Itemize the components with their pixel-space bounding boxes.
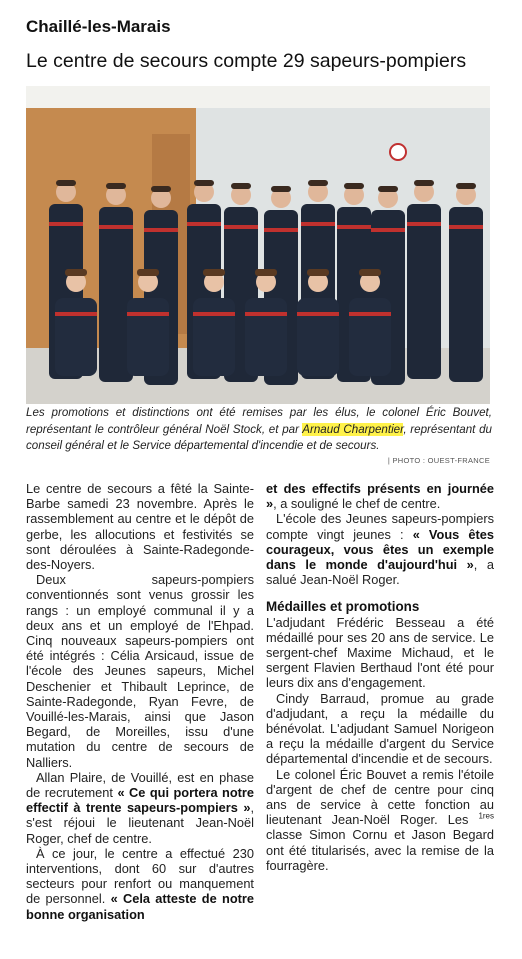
caption-text-start: Les promotions et distinctions ont été remises par les élus, le colonel Éric Bouvet, représentant le contrôleur général Noël Stock, et par [26, 406, 492, 436]
uniform-band [224, 225, 258, 229]
paragraph: Le centre de secours a fêté la Sainte-Barbe samedi 23 novembre. Après le rassemblement au centre et le dépôt de gerbe, les allocutions et festivités se sont déroulées à Sainte-Radegonde-des-Noyers. [26, 481, 254, 573]
paragraph [266, 511, 494, 587]
hair [344, 183, 364, 189]
ceiling [26, 86, 490, 108]
paragraph-text: Allan Plaire, de Vouillé, est en phase de recrutement [26, 769, 254, 801]
paragraph-text: , a salué Jean-Noël Roger. [266, 557, 494, 588]
hair [271, 186, 291, 192]
article-kicker: Chaillé-les-Marais [26, 17, 171, 36]
uniform-band [449, 225, 483, 229]
uniform-band [55, 312, 97, 316]
person-kneeling [55, 298, 97, 376]
photo-caption [26, 405, 492, 455]
hair [456, 183, 476, 189]
hair [65, 269, 87, 276]
paragraph-text: , s'est réjoui le lieutenant Jean-Noël Roger, chef de centre. [26, 800, 254, 846]
article-column-left [26, 481, 254, 922]
quote: « Ce qui portera notre effectif à trente sapeurs-pompiers » [26, 785, 255, 816]
paragraph-text: Le colonel Éric Bouvet a remis l'étoile d'argent de chef de centre pour cinq ans de service à cette fonction au lieutenant Jean-Noël Roger. Les [266, 766, 494, 828]
quote: « Cela atteste de notre bonne organisation [26, 891, 254, 922]
person-standing [449, 207, 483, 382]
caption-text-end: , représentant du conseil général et le Service départemental d'incendie et de secours. [26, 422, 493, 452]
uniform-band [349, 312, 391, 316]
uniform-band [144, 228, 178, 232]
paragraph-text: , a souligné le chef de centre. [273, 496, 441, 512]
uniform-band [193, 312, 235, 316]
hair [194, 180, 214, 186]
paragraph: Cindy Barraud, promue au grade d'adjudant, a reçu la médaille du bénévolat. L'adjudant Samuel Norigeon a reçu la médaille d'argent du Service départemental d'incendie et de secours. [266, 690, 494, 767]
uniform-band [264, 228, 298, 232]
hair [414, 180, 434, 186]
uniform-band [371, 228, 405, 232]
hair [203, 269, 225, 276]
uniform-band [245, 312, 287, 316]
uniform-band [337, 225, 371, 229]
hair [106, 183, 126, 189]
person-kneeling [349, 298, 391, 376]
person-kneeling [297, 298, 339, 376]
paragraph [26, 770, 254, 846]
person-standing [407, 204, 441, 379]
hair [56, 180, 76, 186]
hair [378, 186, 398, 192]
paragraph [266, 481, 494, 511]
hair [255, 269, 277, 276]
hair [137, 269, 159, 276]
quote: « Vous êtes courageux, vous êtes un exemple dans le monde d'aujourd'hui » [266, 526, 494, 573]
uniform-band [297, 312, 339, 316]
group-photo [26, 86, 490, 404]
paragraph [26, 846, 254, 922]
photo-credit: | PHOTO : OUEST-FRANCE [387, 456, 490, 465]
uniform-band [407, 222, 441, 226]
uniform-band [127, 312, 169, 316]
caption-highlighted-name: Arnaud Charpentier [302, 422, 404, 436]
hair [308, 180, 328, 186]
person-kneeling [127, 298, 169, 376]
hair [307, 269, 329, 276]
paragraph [266, 767, 494, 873]
hair [151, 186, 171, 192]
person-kneeling [245, 298, 287, 376]
paragraph: Deux sapeurs-pompiers conventionnés sont venus grossir les rangs : un employé communal il y a deux ans et un employé de l'Ehpad. Cinq nouveaux sapeurs-pompiers ont été intégrés : Célia Arsicaud, issue de l'école des Jeunes sapeurs, Michel Deschenier et Thibault Leprince, de Sainte-Radegonde, Ryan Fevre, de Vouillé-les-Marais, ainsi que Jason Begard, de Moreilles, issu d'une mutation du centre de secours de Nalliers. [26, 572, 254, 770]
paragraph: L'adjudant Frédéric Besseau a été médaillé pour ses 20 ans de service. Le sergent-chef Maxime Michaud, et le sergent Flavien Berthaud l'ont été pour leurs dix ans d'engagement. [266, 614, 494, 691]
uniform-band [301, 222, 335, 226]
paragraph-text: À ce jour, le centre a effectué 230 interventions, dont 60 sur d'autres secteurs pour renfort ou manquement de personnel. [26, 845, 254, 907]
section-subheading: Médailles et promotions [266, 599, 420, 615]
uniform-band [187, 222, 221, 226]
uniform-band [99, 225, 133, 229]
uniform-band [49, 222, 83, 226]
article-column-right [266, 481, 494, 873]
person-kneeling [193, 298, 235, 376]
quote: et des effectifs présents en journée » [266, 481, 494, 512]
ordinal-superscript: 1res [478, 812, 494, 821]
hair [359, 269, 381, 276]
hair [231, 183, 251, 189]
article-headline: Le centre de secours compte 29 sapeurs-pompiers [26, 50, 467, 72]
paragraph-text: L'école des Jeunes sapeurs-pompiers compte vingt jeunes : [266, 511, 494, 542]
no-smoking-sign [390, 144, 406, 160]
paragraph-text: classe Simon Cornu et Jason Begard ont été titularisés, avec la remise de la fourragère. [266, 827, 494, 873]
